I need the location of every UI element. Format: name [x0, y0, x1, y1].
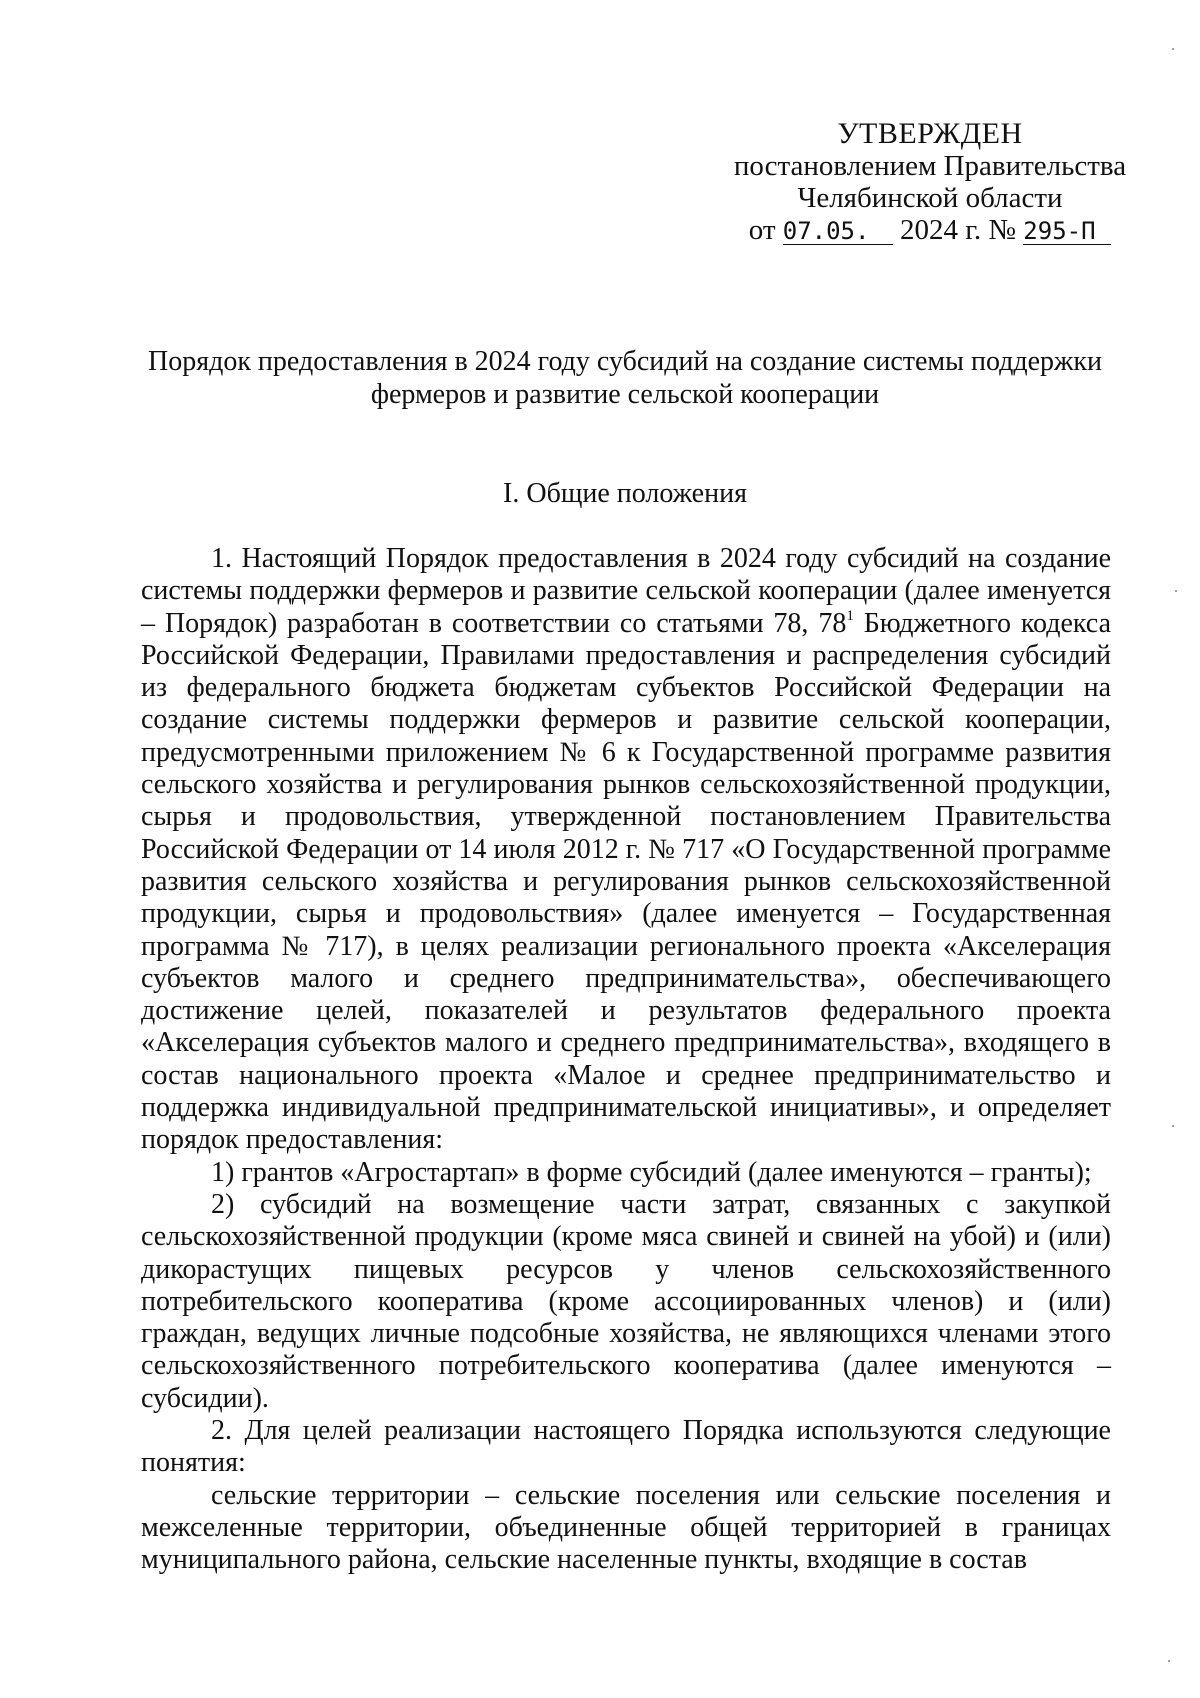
scan-speck	[1172, 1125, 1174, 1127]
date-prefix: от	[748, 214, 776, 246]
definition-paragraph: сельские территории – сельские поселения или сельские поселения и межселенные территории, объединенные общей территорией в границах муниципального района, сельские населенные пункты, входящие в состав	[141, 1479, 1111, 1576]
paragraph-1-text-a: 1. Настоящий Порядок предоставления в 2024 году субсидий на создание системы поддержки фермеров и развитие сельской кооперации (далее именуется – Порядок) разработан в соответствии со статьями 78, 78	[141, 543, 1111, 639]
approval-heading: УТВЕРЖДЕН	[837, 117, 1023, 150]
scan-speck	[1172, 48, 1174, 50]
document-title: Порядок предоставления в 2024 году субсидий на создание системы поддержки фермеров и развитие сельской кооперации	[147, 346, 1102, 410]
section-title: I. Общие положения	[503, 478, 747, 509]
paragraph-1	[141, 543, 1111, 1157]
article-superscript: 1	[846, 607, 854, 624]
document-body	[141, 543, 1111, 1577]
approval-line-1: постановлением Правительства	[733, 150, 1127, 182]
list-item-1: 1) грантов «Агростартап» в форме субсидий (далее именуются – гранты);	[211, 1156, 1092, 1188]
list-item-2: 2) субсидий на возмещение части затрат, связанных с закупкой сельскохозяйственной продукции (кроме мяса свиней и свиней на убой) и (или) дикорастущих пищевых ресурсов у членов сельскохозяйственного потребительского кооператива (кроме ассоциированных членов) и (или) граждан, ведущих личные подсобные хозяйства, не являющихся членами этого сельскохозяйственного потребительского кооператива (далее именуются – субсидии).	[141, 1188, 1111, 1414]
approval-date-line	[700, 214, 1160, 246]
paragraph-2: 2. Для целей реализации настоящего Порядка используются следующие понятия:	[141, 1415, 1111, 1479]
year-and-number-label: 2024 г. №	[900, 214, 1017, 246]
decree-number: 295-П	[1023, 218, 1111, 245]
approval-line-2: Челябинской области	[797, 182, 1063, 214]
scan-speck	[1168, 1660, 1170, 1662]
decree-date: 07.05.	[783, 218, 893, 245]
scan-speck	[1175, 590, 1177, 592]
paragraph-1-text-b: Бюджетного кодекса Российской Федерации, Правилами предоставления и распределения субсидий из федерального бюджета бюджетам субъектов Российской Федерации на создание системы поддержки фермеров и развитие сельской кооперации, предусмотренными приложением № 6 к Государственной программе развития сельского хозяйства и регулирования рынков сельскохозяйственной продукции, сырья и продовольствия, утвержденной постановлением Правительства Российской Федерации от 14 июля 2012 г. № 717 «О Государственной программе развития сельского хозяйства и регулирования рынков сельскохозяйственной продукции, сырья и продовольствия» (далее именуется – Государственная программа № 717), в целях реализации регионального проекта «Акселерация субъектов малого и среднего предпринимательства», обеспечивающего достижение целей, показателей и результатов федерального проекта «Акселерация субъектов малого и среднего предпринимательства», входящего в состав национального проекта «Малое и среднее предпринимательство и поддержка индивидуальной предпринимательской инициативы», и определяет порядок предоставления:	[141, 607, 1111, 1156]
approval-stamp	[700, 118, 1160, 246]
